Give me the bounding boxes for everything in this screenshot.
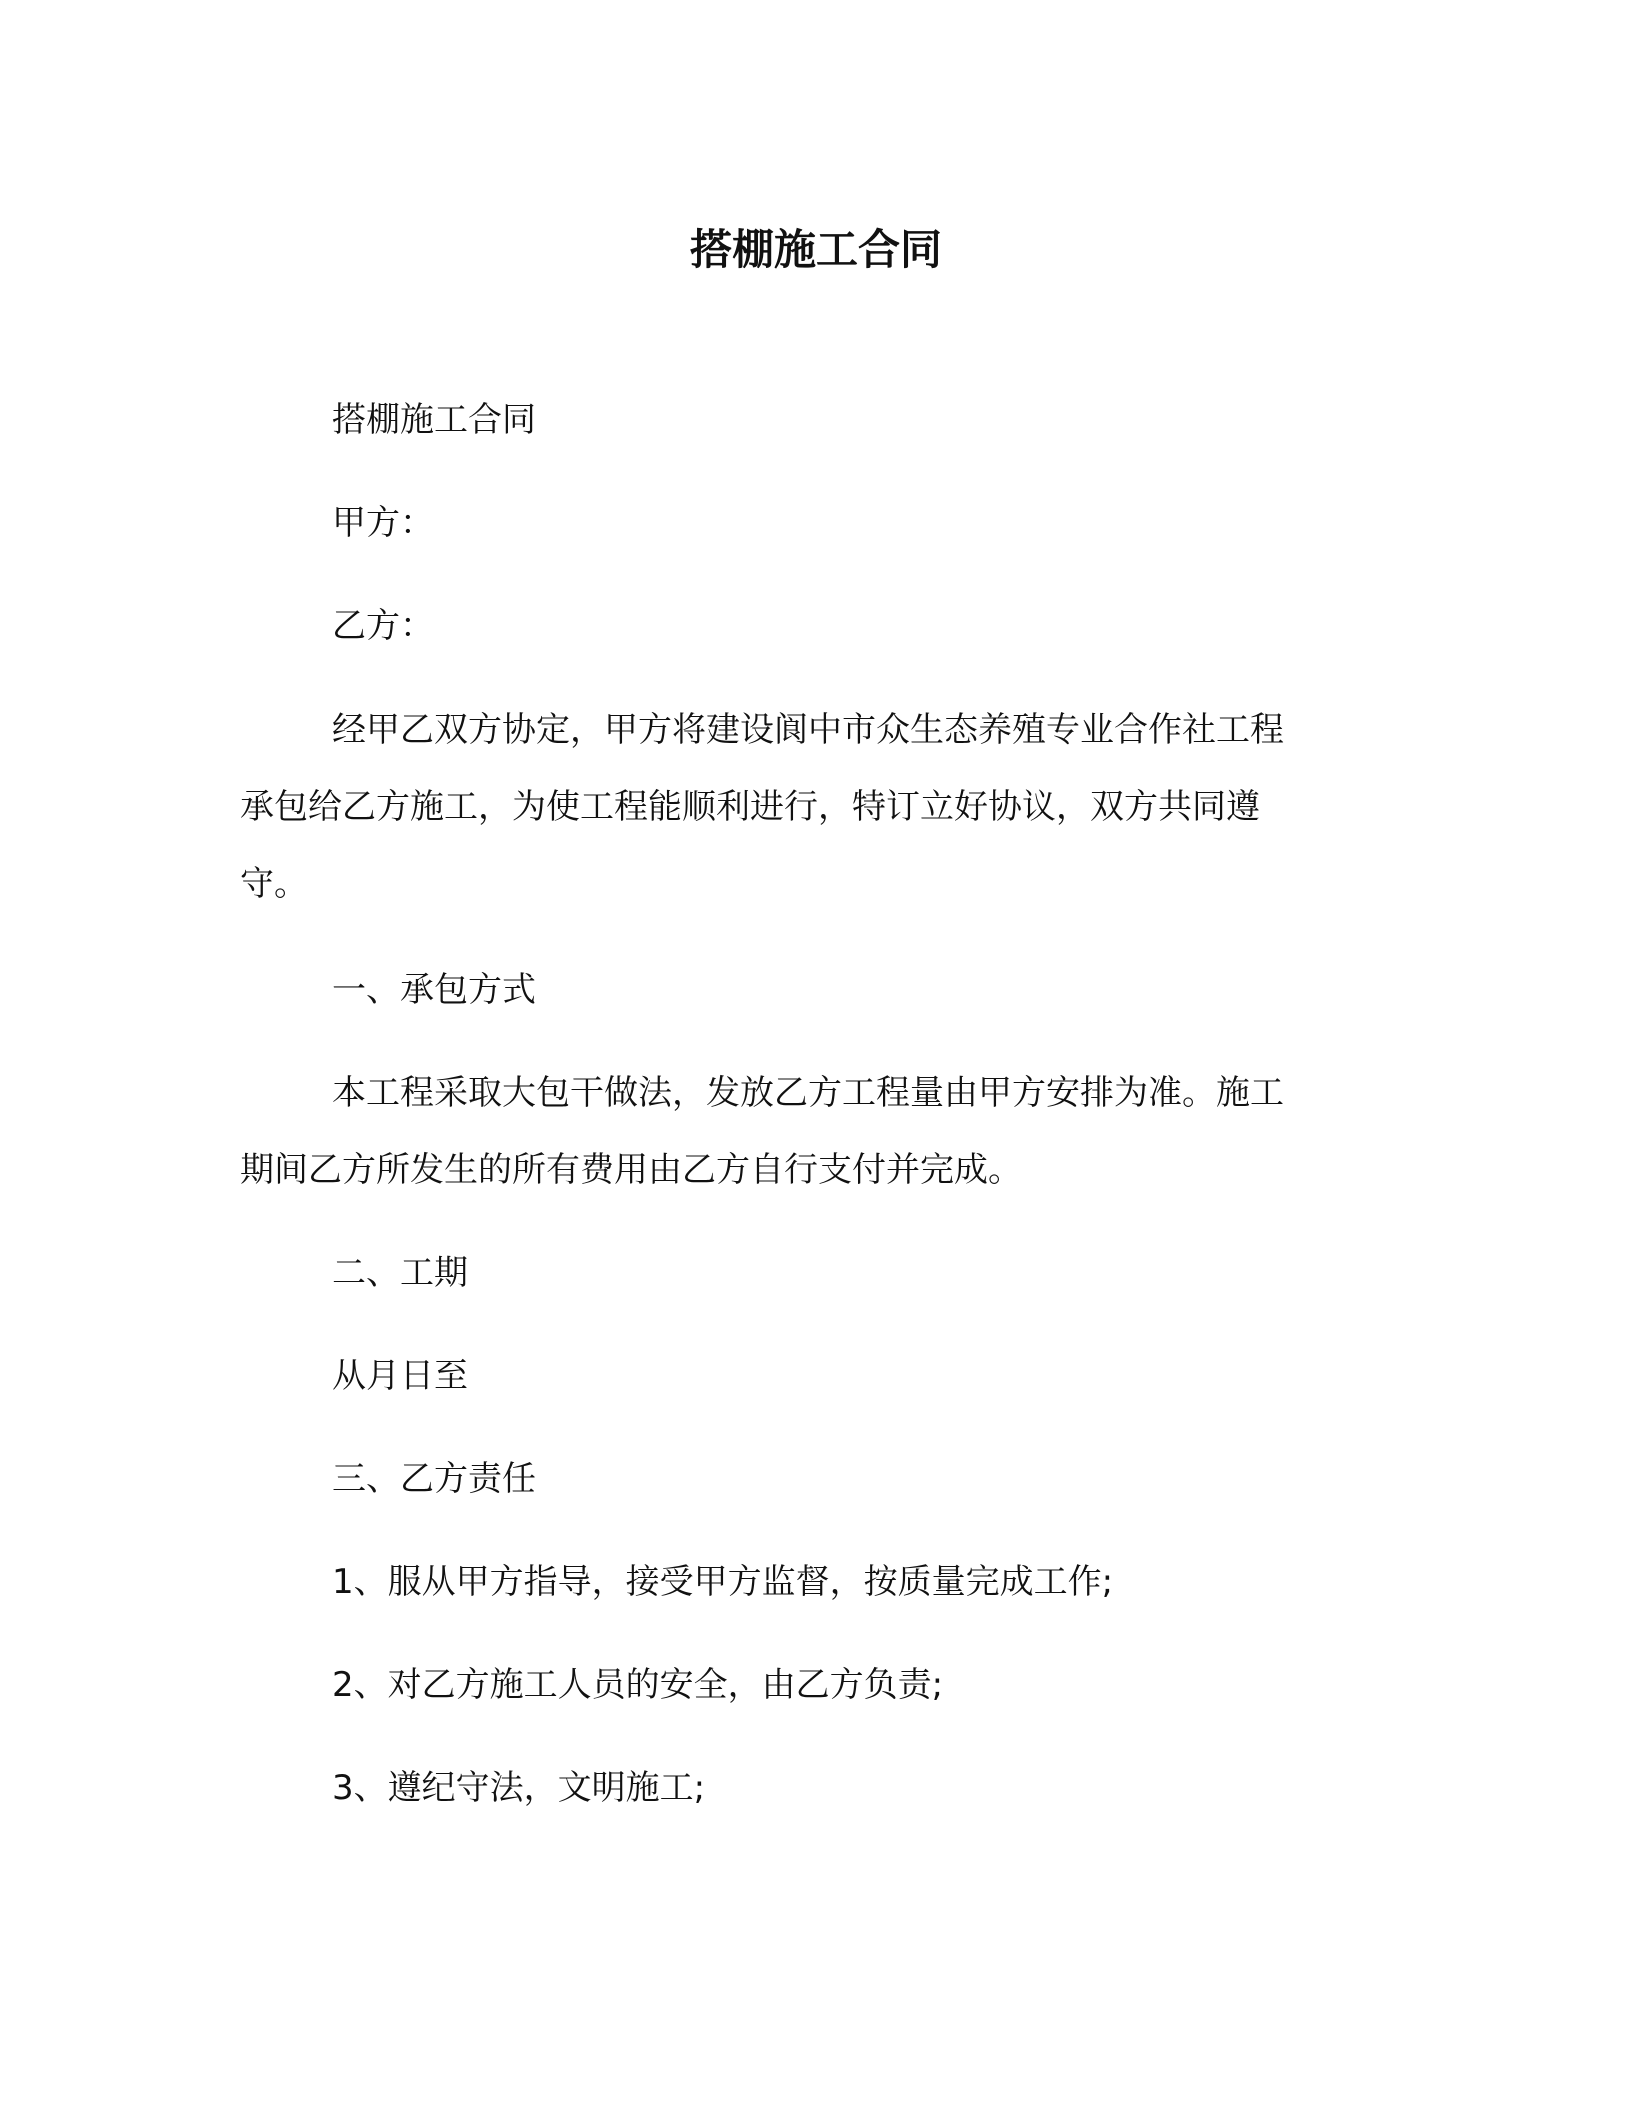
section-heading-party-b-duties: 三、乙方责任	[332, 1459, 536, 1499]
intro-line: 经甲乙双方协定，甲方将建设阆中市众生态养殖专业合作社工程	[332, 710, 1284, 750]
document-subtitle: 搭棚施工合同	[332, 400, 536, 440]
duty-item: 2、对乙方施工人员的安全，由乙方负责;	[332, 1665, 944, 1705]
paragraph-line: 期间乙方所发生的所有费用由乙方自行支付并完成。	[240, 1150, 1022, 1190]
schedule-text: 从月日至	[332, 1356, 468, 1396]
document-title: 搭棚施工合同	[689, 225, 942, 274]
contract-method-paragraph	[240, 1055, 1380, 1209]
party-b-label: 乙方：	[332, 606, 434, 646]
section-heading-schedule: 二、工期	[332, 1253, 468, 1293]
section-heading-contract-method: 一、承包方式	[332, 970, 536, 1010]
intro-line: 守。	[240, 864, 308, 904]
intro-paragraph	[240, 692, 1380, 923]
intro-line: 承包给乙方施工，为使工程能顺利进行，特订立好协议，双方共同遵	[240, 787, 1260, 827]
duty-item: 1、服从甲方指导，接受甲方监督，按质量完成工作;	[332, 1562, 1114, 1602]
duty-item: 3、遵纪守法，文明施工;	[332, 1768, 706, 1808]
paragraph-line: 本工程采取大包干做法，发放乙方工程量由甲方安排为准。施工	[332, 1073, 1284, 1113]
party-a-label: 甲方：	[332, 503, 434, 543]
